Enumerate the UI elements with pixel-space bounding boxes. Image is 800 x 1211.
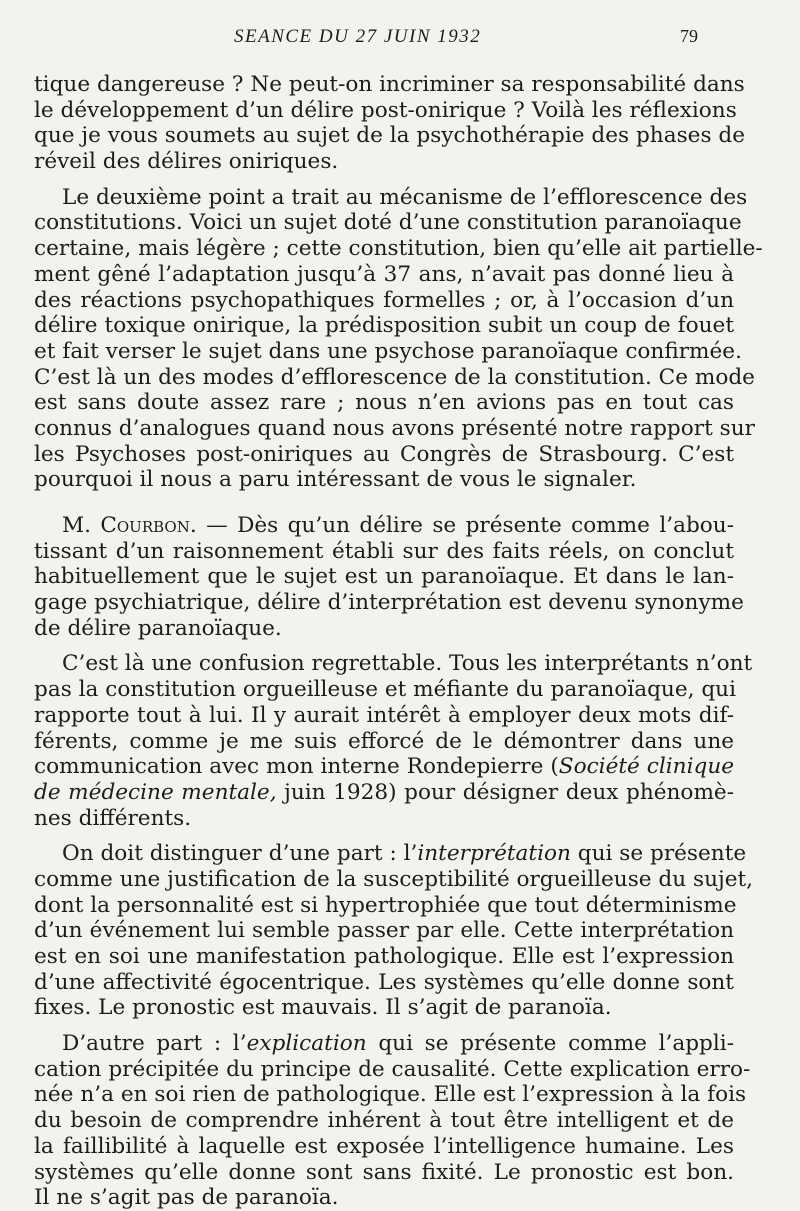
text-line: Il ne s’agit pas de paranoïa. xyxy=(34,1185,339,1211)
running-title: SEANCE DU 27 JUIN 1932 xyxy=(234,26,482,47)
text-run: On doit distinguer d’une part : l’ xyxy=(62,841,418,867)
text-line: dont la personnalité est si hypertrophiée que tout déterminisme xyxy=(34,892,737,918)
emphasis: explication xyxy=(246,1031,367,1057)
text-line: du besoin de comprendre inhérent à tout être intelligent et de xyxy=(34,1108,734,1134)
text-line: tique dangereuse ? Ne peut-on incriminer sa responsabilité dans xyxy=(34,72,745,97)
text-line: fixes. Le pronostic est mauvais. Il s’agit de paranoïa. xyxy=(34,995,612,1021)
text-run: D’autre part : l’ xyxy=(62,1031,247,1057)
text-line: est sans doute assez rare ; nous n’en avions pas en tout cas xyxy=(34,390,734,416)
text-run: communication avec mon interne Rondepierre ( xyxy=(34,754,559,780)
text-line: et fait verser le sujet dans une psychose paranoïaque confirmée. xyxy=(34,338,742,364)
text-line: réveil des délires oniriques. xyxy=(34,149,339,175)
text-line: certaine, mais légère ; cette constitution, bien qu’elle ait partielle- xyxy=(34,236,763,262)
text-line: pas la constitution orgueilleuse et méfiante du paranoïaque, qui xyxy=(34,677,736,703)
paragraph xyxy=(34,651,753,831)
text-line: Le deuxième point a trait au mécanisme de l’efflorescence des xyxy=(62,184,748,210)
text-run: . — Dès qu’un délire se présente comme l’abou- xyxy=(189,513,734,538)
page-number: 79 xyxy=(680,26,698,46)
paragraph xyxy=(34,72,745,175)
text-line: de délire paranoïaque. xyxy=(34,615,282,641)
text-line: pourquoi il nous a paru intéressant de vous le signaler. xyxy=(34,467,637,493)
text-line xyxy=(34,780,734,806)
text-line: délire toxique onirique, la prédisposition subit un coup de fouet xyxy=(34,313,734,339)
text-line: rapporte tout à lui. Il y aurait intérêt à employer deux mots dif- xyxy=(34,702,734,728)
text-line: d’une affectivité égocentrique. Les systèmes qu’elle donne sont xyxy=(34,969,734,995)
text-line: des réactions psychopathiques formelles ; or, à l’occasion d’un xyxy=(34,287,734,313)
text-line xyxy=(34,754,734,780)
text-line: le développement d’un délire post-onirique ? Voilà les réflexions xyxy=(34,97,737,123)
text-line xyxy=(34,513,734,539)
paragraph-gap xyxy=(34,831,734,841)
text-line: habituellement que le sujet est un paranoïaque. Et dans le lan- xyxy=(34,564,734,590)
paragraph xyxy=(34,184,763,493)
page-header xyxy=(0,22,800,52)
text-line: est en soi une manifestation pathologique. Elle est l’expression xyxy=(34,944,734,969)
text-line: que je vous soumets au sujet de la psychothérapie des phases de xyxy=(34,123,745,149)
speaker-name: Courbon xyxy=(100,513,190,538)
journal-title: de médecine mentale, xyxy=(34,779,277,805)
journal-title: Société clinique xyxy=(558,754,735,780)
text-line: connus d’analogues quand nous avons présenté notre rapport sur xyxy=(34,415,755,441)
text-line: constitutions. Voici un sujet doté d’une constitution paranoïaque xyxy=(34,210,742,236)
text-line xyxy=(34,1031,734,1057)
text-line xyxy=(34,841,747,867)
text-line: tissant d’un raisonnement établi sur des faits réels, on conclut xyxy=(34,538,734,564)
text-line: ment gêné l’adaptation jusqu’à 37 ans, n’avait pas donné lieu à xyxy=(34,261,734,287)
text-line: cation précipitée du principe de causalité. Cette explication erro- xyxy=(34,1056,751,1082)
speaker-prefix: M. xyxy=(62,513,101,538)
section-gap xyxy=(34,493,734,513)
body-text xyxy=(34,72,763,1211)
text-line: d’un événement lui semble passer par elle. Cette interprétation xyxy=(34,918,734,944)
text-line: systèmes qu’elle donne sont sans fixité. Le pronostic est bon. xyxy=(34,1159,734,1185)
text-line: les Psychoses post-oniriques au Congrès de Strasbourg. C’est xyxy=(34,441,734,467)
text-line: C’est là un des modes d’efflorescence de la constitution. Ce mode xyxy=(34,364,755,390)
text-run: qui se présente comme l’appli- xyxy=(366,1031,734,1057)
paragraph-gap xyxy=(34,1021,734,1031)
text-line: la faillibilité à laquelle est exposée l’intelligence humaine. Les xyxy=(34,1133,734,1159)
text-line: férents, comme je me suis efforcé de le démontrer dans une xyxy=(34,728,734,754)
text-line: C’est là une confusion regrettable. Tous les interprétants n’ont xyxy=(62,651,753,677)
paragraph-gap xyxy=(34,641,734,651)
paragraph-gap xyxy=(34,175,734,185)
text-line: née n’a en soi rien de pathologique. Elle est l’expression à la fois xyxy=(34,1082,747,1108)
paragraph xyxy=(34,841,754,1021)
text-line: gage psychiatrique, délire d’interprétation est devenu synonyme xyxy=(34,590,744,616)
text-run: qui se présente xyxy=(570,841,747,867)
text-line: comme une justification de la susceptibilité orgueilleuse du sujet, xyxy=(34,866,754,892)
text-line: nes différents. xyxy=(34,805,192,831)
paragraph xyxy=(34,513,744,641)
text-run: juin 1928) pour désigner deux phénomè- xyxy=(276,779,734,805)
paragraph xyxy=(34,1031,751,1211)
emphasis: interprétation xyxy=(417,841,571,867)
